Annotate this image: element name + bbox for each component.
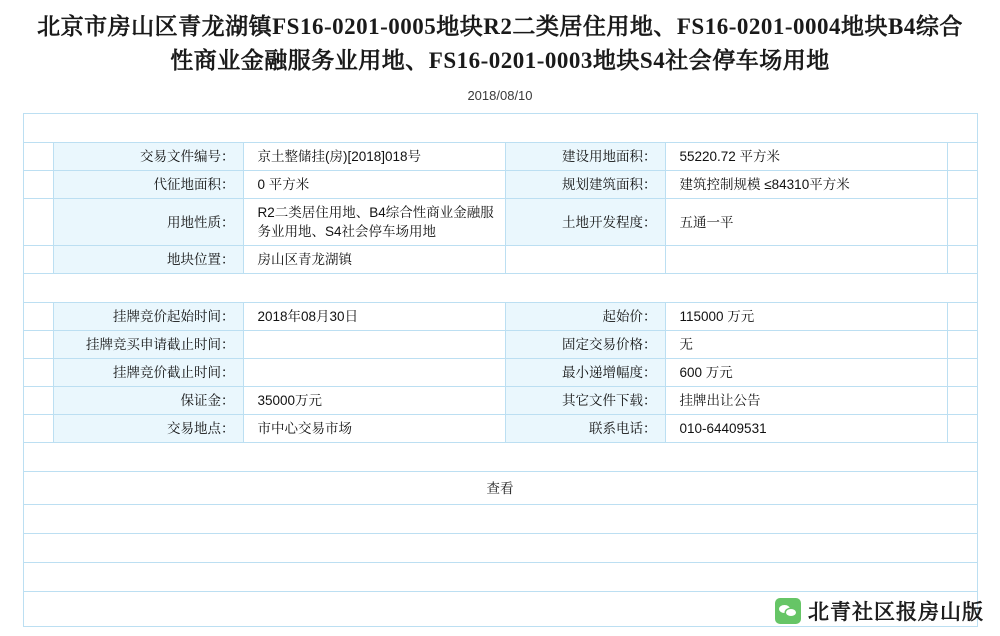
section-header-basic-info [23,114,977,143]
announcement-view-row [23,472,977,505]
doc-no-label: 交易文件编号： [53,143,243,171]
section-header-listing-announcement [23,443,977,472]
spacer-cell [23,246,53,274]
spacer-cell [947,331,977,359]
min-increment-label: 最小递增幅度： [505,359,665,387]
plan-building-area-value: 建筑控制规模 ≤84310平方米 [665,171,947,199]
section-header-memo-label: 备忘录 [23,534,977,563]
other-files-download-link[interactable]: 挂牌出让公告 [665,387,947,415]
spacer-cell [23,143,53,171]
contact-phone-value: 010-64409531 [665,415,947,443]
land-usage-value: R2二类居住用地、B4综合性商业金融服务业用地、S4社会停车场用地 [243,199,505,246]
empty-cell [505,246,665,274]
section-header-trade-info-label: 交易信息 [23,274,977,303]
document-date: 2018/08/10 [467,88,533,103]
section-header-basic-info-label: 基本信息 [23,114,977,143]
section-header-trade-info [23,274,977,303]
table-row [23,415,977,443]
wechat-icon [775,598,801,624]
table-row [23,246,977,274]
spacer-cell [23,303,53,331]
spacer-cell [947,303,977,331]
land-usage-label: 用地性质： [53,199,243,246]
watermark [775,596,984,626]
section-header-listing-announcement-label: 挂牌交易公告 [23,443,977,472]
application-deadline-value [243,331,505,359]
spacer-cell [947,143,977,171]
table-row [23,199,977,246]
table-row [23,171,977,199]
bid-deadline-label: 挂牌竞价截止时间： [53,359,243,387]
spacer-cell [23,387,53,415]
fixed-price-value: 无 [665,331,947,359]
watermark-text: 北青社区报房山版 [808,600,984,624]
table-row [23,359,977,387]
trade-place-label: 交易地点： [53,415,243,443]
development-level-label: 土地开发程度： [505,199,665,246]
bid-deadline-value [243,359,505,387]
requisition-area-label: 代征地面积： [53,171,243,199]
requisition-area-value: 0 平方米 [243,171,505,199]
spacer-cell [947,246,977,274]
land-location-value: 房山区青龙湖镇 [243,246,505,274]
bid-start-time-label: 挂牌竞价起始时间： [53,303,243,331]
spacer-cell [23,171,53,199]
section-header-history-quote-label: 历史报价 [23,563,977,592]
land-area-label: 建设用地面积： [505,143,665,171]
start-price-label: 起始价： [505,303,665,331]
spacer-cell [23,331,53,359]
spacer-cell [947,171,977,199]
section-header-history-quote [23,563,977,592]
spacer-cell [23,199,53,246]
spacer-cell [947,359,977,387]
doc-no-value: 京土整储挂(房)[2018]018号 [243,143,505,171]
land-location-label: 地块位置： [53,246,243,274]
trade-place-value: 市中心交易市场 [243,415,505,443]
development-level-value: 五通一平 [665,199,947,246]
spacer-cell [947,387,977,415]
spacer-cell [947,199,977,246]
deposit-value: 35000万元 [243,387,505,415]
section-header-supplement-announcement-label: 补充公告 [23,505,977,534]
section-header-supplement-announcement [23,505,977,534]
spacer-cell [23,415,53,443]
deposit-label: 保证金： [53,387,243,415]
fixed-price-label: 固定交易价格： [505,331,665,359]
application-deadline-label: 挂牌竞买申请截止时间： [53,331,243,359]
section-header-memo [23,534,977,563]
min-increment-value: 600 万元 [665,359,947,387]
announcement-view-link[interactable]: 查看 [23,472,977,505]
spacer-cell [23,359,53,387]
contact-phone-label: 联系电话： [505,415,665,443]
info-table [23,113,978,627]
table-row [23,303,977,331]
page-title: 北京市房山区青龙湖镇FS16-0201-0005地块R2二类居住用地、FS16-0201-0004地块B4综合性商业金融服务业用地、FS16-0201-0003地块S4社会停车场用地 [37,14,963,73]
table-row [23,331,977,359]
empty-cell [665,246,947,274]
table-row [23,387,977,415]
bid-start-time-value: 2018年08月30日 [243,303,505,331]
plan-building-area-label: 规划建筑面积： [505,171,665,199]
start-price-value: 115000 万元 [665,303,947,331]
table-row [23,143,977,171]
other-files-label: 其它文件下载： [505,387,665,415]
spacer-cell [947,415,977,443]
land-area-value: 55220.72 平方米 [665,143,947,171]
